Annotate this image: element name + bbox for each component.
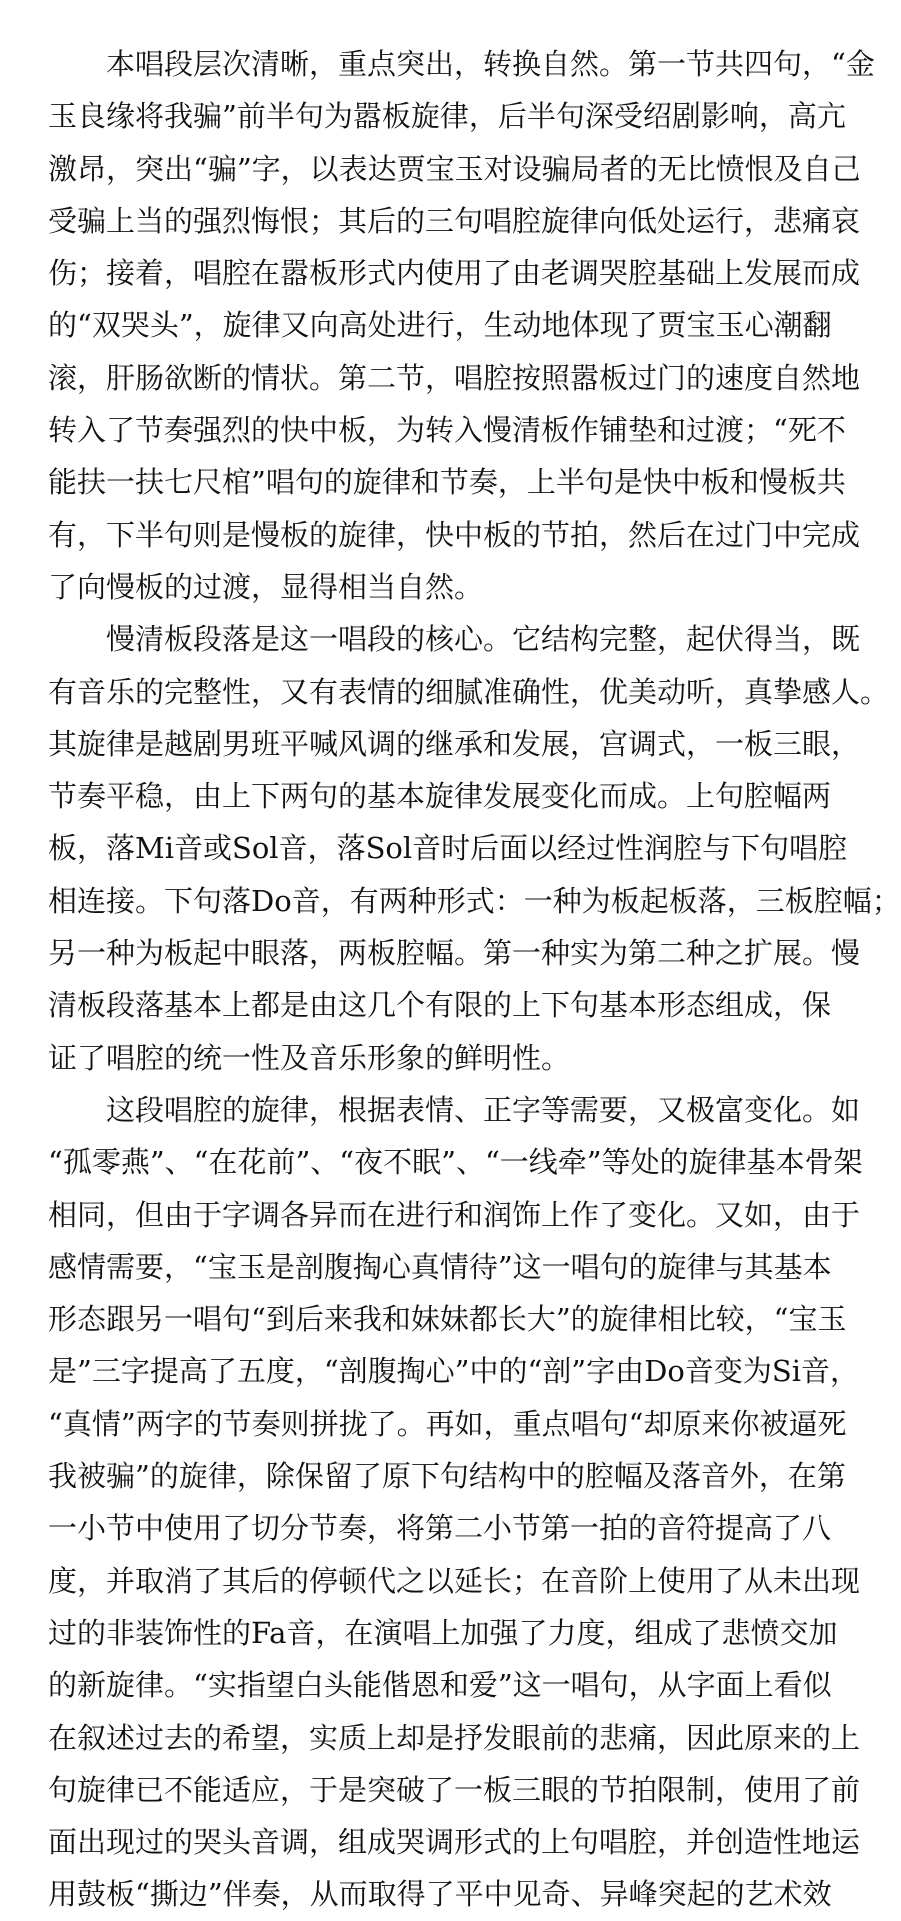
text-line: 的新旋律。“实指望白头能偕恩和爱”这一唱句，从字面上看似 [48, 1668, 832, 1703]
text-line: 板，落Mi音或Sol音，落Sol音时后面以经过性润腔与下句唱腔 [48, 831, 848, 866]
paragraph-3 [48, 1084, 863, 1921]
text-line: 过的非装饰性的Fa音，在演唱上加强了力度，组成了悲愤交加 [48, 1615, 838, 1650]
text-line: 度，并取消了其后的停顿代之以延长；在音阶上使用了从未出现 [48, 1563, 861, 1598]
paragraph-2 [48, 613, 901, 1084]
text-line: 是”三字提高了五度，“剖腹掏心”中的“剖”字由Do音变为Si音， [48, 1354, 859, 1389]
text-line: 滚，肝肠欲断的情状。第二节，唱腔按照嚣板过门的速度自然地 [48, 360, 861, 395]
text-line: 的“双哭头”，旋律又向高处进行，生动地体现了贾宝玉心潮翻 [48, 308, 832, 343]
text-line: 相连接。下句落Do音，有两种形式：一种为板起板落，三板腔幅； [48, 883, 901, 918]
text-line: 形态跟另一唱句“到后来我和妹妹都长大”的旋律相比较，“宝玉 [48, 1302, 847, 1337]
text-line: 本唱段层次清晰，重点突出，转换自然。第一节共四句，“金 [106, 47, 875, 81]
text-line: 节奏平稳，由上下两句的基本旋律发展变化而成。上句腔幅两 [48, 779, 832, 814]
text-line: “孤零燕”、“在花前”、“夜不眠”、“一线牵”等处的旋律基本骨架 [48, 1145, 863, 1180]
text-line: 了向慢板的过渡，显得相当自然。 [48, 569, 484, 604]
text-line: 转入了节奏强烈的快中板，为转入慢清板作铺垫和过渡；“死不 [48, 413, 846, 448]
paragraph-1 [48, 38, 875, 613]
text-line: 有，下半句则是慢板的旋律，快中板的节拍，然后在过门中完成 [48, 517, 861, 552]
text-line: 证了唱腔的统一性及音乐形象的鲜明性。 [48, 1040, 571, 1075]
text-line: 相同，但由于字调各异而在进行和润饰上作了变化。又如，由于 [48, 1197, 861, 1232]
text-line: 句旋律已不能适应，于是突破了一板三眼的节拍限制，使用了前 [48, 1772, 861, 1807]
text-line: 其旋律是越剧男班平喊风调的继承和发展，宫调式，一板三眼， [48, 726, 861, 761]
text-line: 这段唱腔的旋律，根据表情、正字等需要，又极富变化。如 [106, 1092, 861, 1127]
text-line: 一小节中使用了切分节奏，将第二小节第一拍的音符提高了八 [48, 1511, 832, 1546]
text-line: 伤；接着，唱腔在嚣板形式内使用了由老调哭腔基础上发展而成 [48, 256, 861, 291]
text-line: 清板段落基本上都是由这几个有限的上下句基本形态组成，保 [48, 988, 832, 1023]
text-line: 我被骗”的旋律，除保留了原下句结构中的腔幅及落音外，在第 [48, 1459, 846, 1494]
text-line: 受骗上当的强烈悔恨；其后的三句唱腔旋律向低处运行，悲痛哀 [48, 203, 861, 238]
text-line: 另一种为板起中眼落，两板腔幅。第一种实为第二种之扩展。慢 [48, 936, 861, 971]
text-line: 在叙述过去的希望，实质上却是抒发眼前的悲痛，因此原来的上 [48, 1720, 861, 1755]
text-line: 玉良缘将我骗”前半句为嚣板旋律，后半句深受绍剧影响，高亢 [48, 99, 846, 134]
text-line: 用鼓板“撕边”伴奏，从而取得了平中见奇、异峰突起的艺术效 [48, 1877, 832, 1912]
text-line: 能扶一扶七尺棺”唱句的旋律和节奏，上半句是快中板和慢板共 [48, 465, 846, 500]
text-line: 激昂，突出“骗”字，以表达贾宝玉对设骗局者的无比愤恨及自己 [48, 151, 861, 186]
text-line: 感情需要，“宝玉是剖腹掏心真情待”这一唱句的旋律与其基本 [48, 1249, 832, 1284]
text-line: “真情”两字的节奏则拼拢了。再如，重点唱句“却原来你被逼死 [48, 1406, 847, 1441]
text-line: 慢清板段落是这一唱段的核心。它结构完整，起伏得当，既 [106, 622, 861, 657]
body-text [48, 38, 901, 1921]
text-line: 有音乐的完整性，又有表情的细腻准确性，优美动听，真挚感人。 [48, 674, 890, 709]
text-line: 面出现过的哭头音调，组成哭调形式的上句唱腔，并创造性地运 [48, 1825, 861, 1860]
